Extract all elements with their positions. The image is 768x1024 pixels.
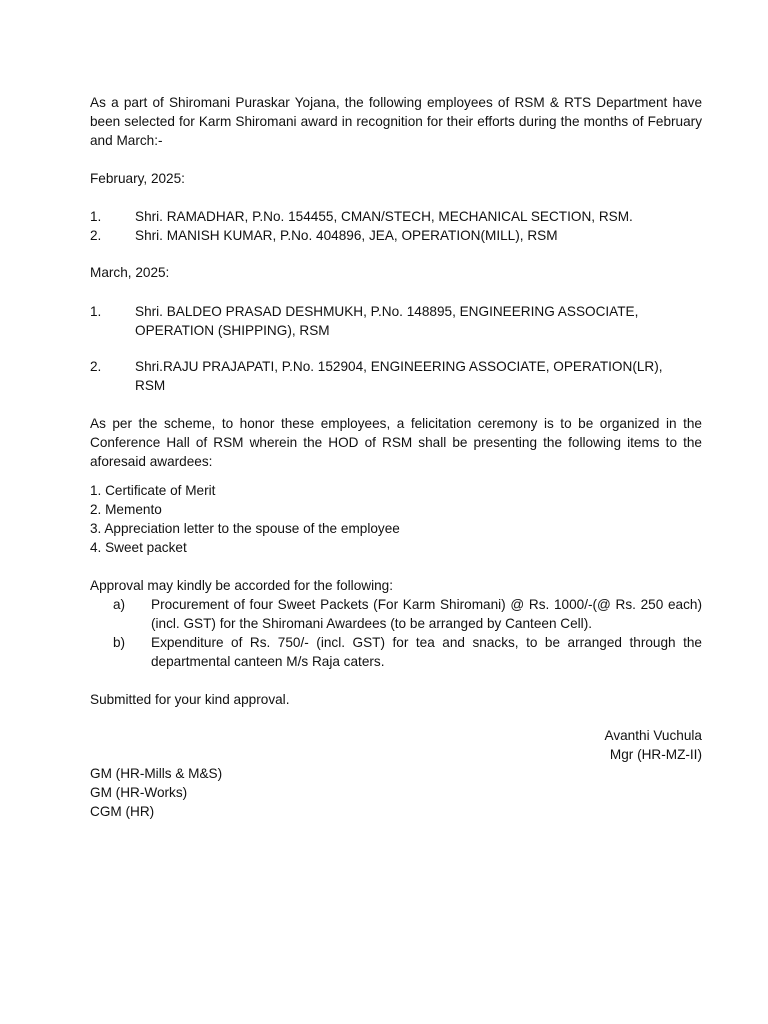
awardee-line: RSM xyxy=(135,378,166,393)
list-number: 1. xyxy=(90,209,102,224)
list-item: 3. Appreciation letter to the spouse of the employee xyxy=(90,521,400,536)
list-item xyxy=(90,595,702,633)
approval-text: Expenditure of Rs. 750/- (incl. GST) for tea and snacks, to be arranged through the departmental canteen M/s Raja caters. xyxy=(151,635,702,669)
awardee-line: OPERATION (SHIPPING), RSM xyxy=(135,323,330,338)
intro-paragraph: As a part of Shiromani Puraskar Yojana, the following employees of RSM & RTS Department have been selected for Karm Shiromani award in recognition for their efforts during the months of February and March:- xyxy=(90,95,702,148)
recipient: GM (HR-Mills & M&S) xyxy=(90,766,223,781)
awardee-text: Shri. RAMADHAR, P.No. 154455, CMAN/STECH, MECHANICAL SECTION, RSM. xyxy=(135,209,633,224)
list-number: 1. xyxy=(90,304,102,319)
felicitation-items-list xyxy=(90,481,702,557)
list-item: 4. Sweet packet xyxy=(90,540,187,555)
list-item xyxy=(90,633,702,671)
signature-block xyxy=(90,726,702,764)
list-item: 2. Memento xyxy=(90,502,162,517)
list-item: 1. Certificate of Merit xyxy=(90,483,216,498)
list-label: b) xyxy=(113,635,126,650)
list-item xyxy=(90,226,702,245)
march-heading: March, 2025: xyxy=(90,265,170,280)
list-number: 2. xyxy=(90,228,102,243)
march-awardee-list xyxy=(90,302,702,395)
approval-text: Procurement of four Sweet Packets (For Karm Shiromani) @ Rs. 1000/-(@ Rs. 250 each) (incl. GST) for the Shiromani Awardees (to be arranged by Canteen Cell). xyxy=(151,597,702,631)
list-item xyxy=(90,357,702,395)
approval-intro: Approval may kindly be accorded for the following: xyxy=(90,578,393,593)
recipients-list xyxy=(90,764,702,821)
awardee-line: Shri. BALDEO PRASAD DESHMUKH, P.No. 148895, ENGINEERING ASSOCIATE, xyxy=(135,304,639,319)
submitted-line: Submitted for your kind approval. xyxy=(90,692,290,707)
february-awardee-list xyxy=(90,207,702,245)
list-item xyxy=(90,302,702,340)
awardee-line: Shri.RAJU PRAJAPATI, P.No. 152904, ENGINEERING ASSOCIATE, OPERATION(LR), xyxy=(135,359,663,374)
memo-document xyxy=(90,93,702,821)
scheme-paragraph: As per the scheme, to honor these employees, a felicitation ceremony is to be organized in the Conference Hall of RSM wherein the HOD of RSM shall be presenting the following items to the aforesaid awardees: xyxy=(90,416,702,469)
signatory-name: Avanthi Vuchula xyxy=(604,728,702,743)
list-item xyxy=(90,207,702,226)
awardee-text: Shri. MANISH KUMAR, P.No. 404896, JEA, OPERATION(MILL), RSM xyxy=(135,228,558,243)
signatory-designation: Mgr (HR-MZ-II) xyxy=(609,747,702,762)
recipient: CGM (HR) xyxy=(90,804,155,819)
recipient: GM (HR-Works) xyxy=(90,785,188,800)
approval-items-list xyxy=(90,595,702,671)
awardee-text xyxy=(135,357,702,395)
february-heading: February, 2025: xyxy=(90,171,185,186)
awardee-text xyxy=(135,302,702,340)
list-label: a) xyxy=(113,597,126,612)
list-number: 2. xyxy=(90,359,102,374)
